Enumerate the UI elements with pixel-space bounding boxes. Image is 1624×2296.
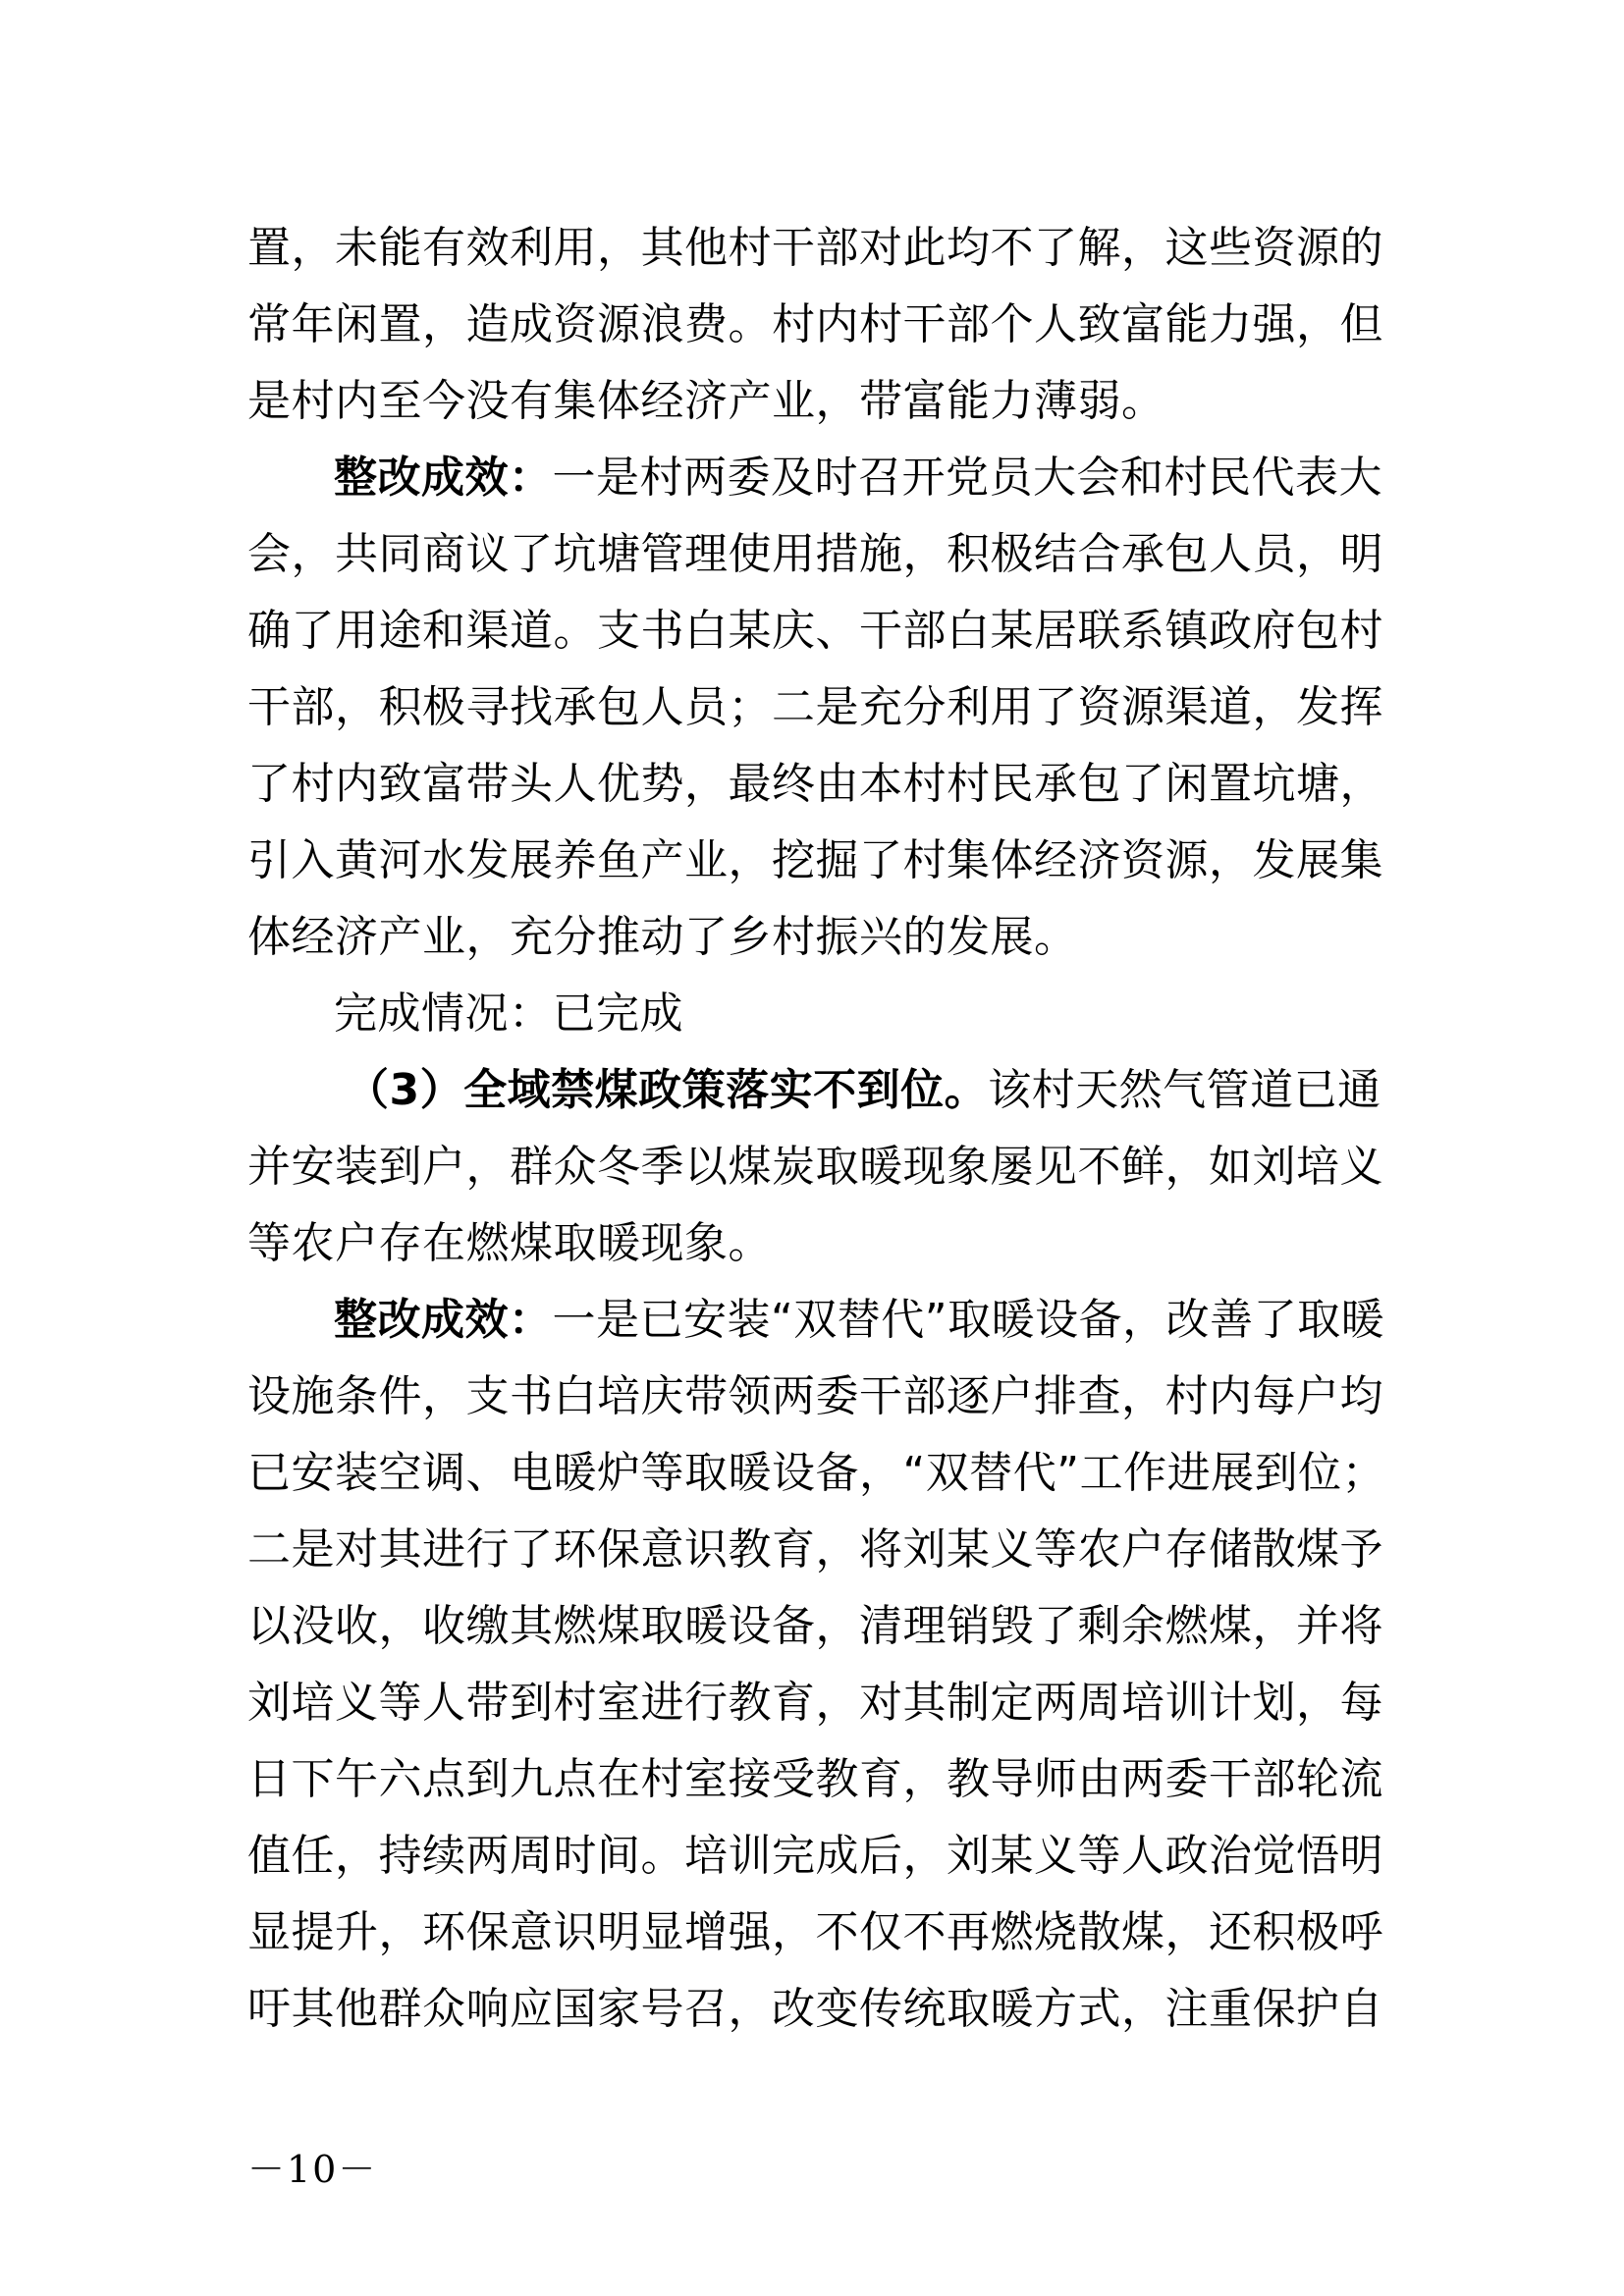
- body-text: [247, 210, 1386, 2048]
- text-line: 并安装到户，群众冬季以煤炭取暖现象屡见不鲜，如刘培义: [247, 1142, 1383, 1192]
- text-line: 常年闲置，造成资源浪费。村内村干部个人致富能力强，但: [247, 299, 1383, 349]
- text-line: 引入黄河水发展养鱼产业，挖掘了村集体经济资源，发展集: [247, 835, 1383, 885]
- text-line: 确了用途和渠道。支书白某庆、干部白某居联系镇政府包村: [247, 606, 1383, 656]
- text-span: 一是已安装“双替代”取暖设备，改善了取暖: [552, 1295, 1385, 1345]
- paragraph-start-line: [247, 1052, 1386, 1129]
- text-line: 值任，持续两周时间。培训完成后，刘某义等人政治觉悟明: [247, 1831, 1383, 1881]
- text-line: 体经济产业，充分推动了乡村振兴的发展。: [247, 912, 1078, 962]
- text-span: 该村天然气管道已通: [988, 1065, 1381, 1115]
- text-span: 一是村两委及时召开党员大会和村民代表大: [552, 453, 1382, 503]
- section-heading-label: 整改成效：: [334, 1295, 553, 1345]
- text-line: 置，未能有效利用，其他村干部对此均不了解，这些资源的: [247, 223, 1383, 273]
- text-line: 日下午六点到九点在村室接受教育，教导师由两委干部轮流: [247, 1754, 1383, 1804]
- text-line: 吁其他群众响应国家号召，改变传统取暖方式，注重保护自: [247, 1984, 1383, 2034]
- text-line: 刘培义等人带到村室进行教育，对其制定两周培训计划，每: [247, 1678, 1383, 1728]
- text-line: 已安装空调、电暖炉等取暖设备，“双替代”工作进展到位；: [247, 1448, 1386, 1498]
- text-line: 二是对其进行了环保意识教育，将刘某义等农户存储散煤予: [247, 1524, 1383, 1575]
- section-heading-label: 整改成效：: [334, 453, 553, 503]
- section-heading-label: （3）全域禁煤政策落实不到位。: [346, 1065, 989, 1115]
- paragraph-start-line: [247, 440, 1386, 516]
- text-line: 等农户存在燃煤取暖现象。: [247, 1218, 772, 1268]
- completion-status-line: 完成情况：已完成: [334, 988, 683, 1039]
- text-line: 会，共同商议了坑塘管理使用措施，积极结合承包人员，明: [247, 529, 1383, 579]
- text-line: 干部，积极寻找承包人员；二是充分利用了资源渠道，发挥: [247, 682, 1383, 732]
- text-line: 以没收，收缴其燃煤取暖设备，清理销毁了剩余燃煤，并将: [247, 1601, 1383, 1651]
- text-line: 了村内致富带头人优势，最终由本村村民承包了闲置坑塘，: [247, 759, 1383, 809]
- paragraph-start-line: [247, 1282, 1386, 1359]
- page-number: －10－: [247, 2148, 378, 2191]
- text-line: 显提升，环保意识明显增强，不仅不再燃烧散煤，还积极呼: [247, 1907, 1383, 1957]
- text-line: 是村内至今没有集体经济产业，带富能力薄弱。: [247, 376, 1165, 426]
- text-line: 设施条件，支书白培庆带领两委干部逐户排查，村内每户均: [247, 1371, 1383, 1421]
